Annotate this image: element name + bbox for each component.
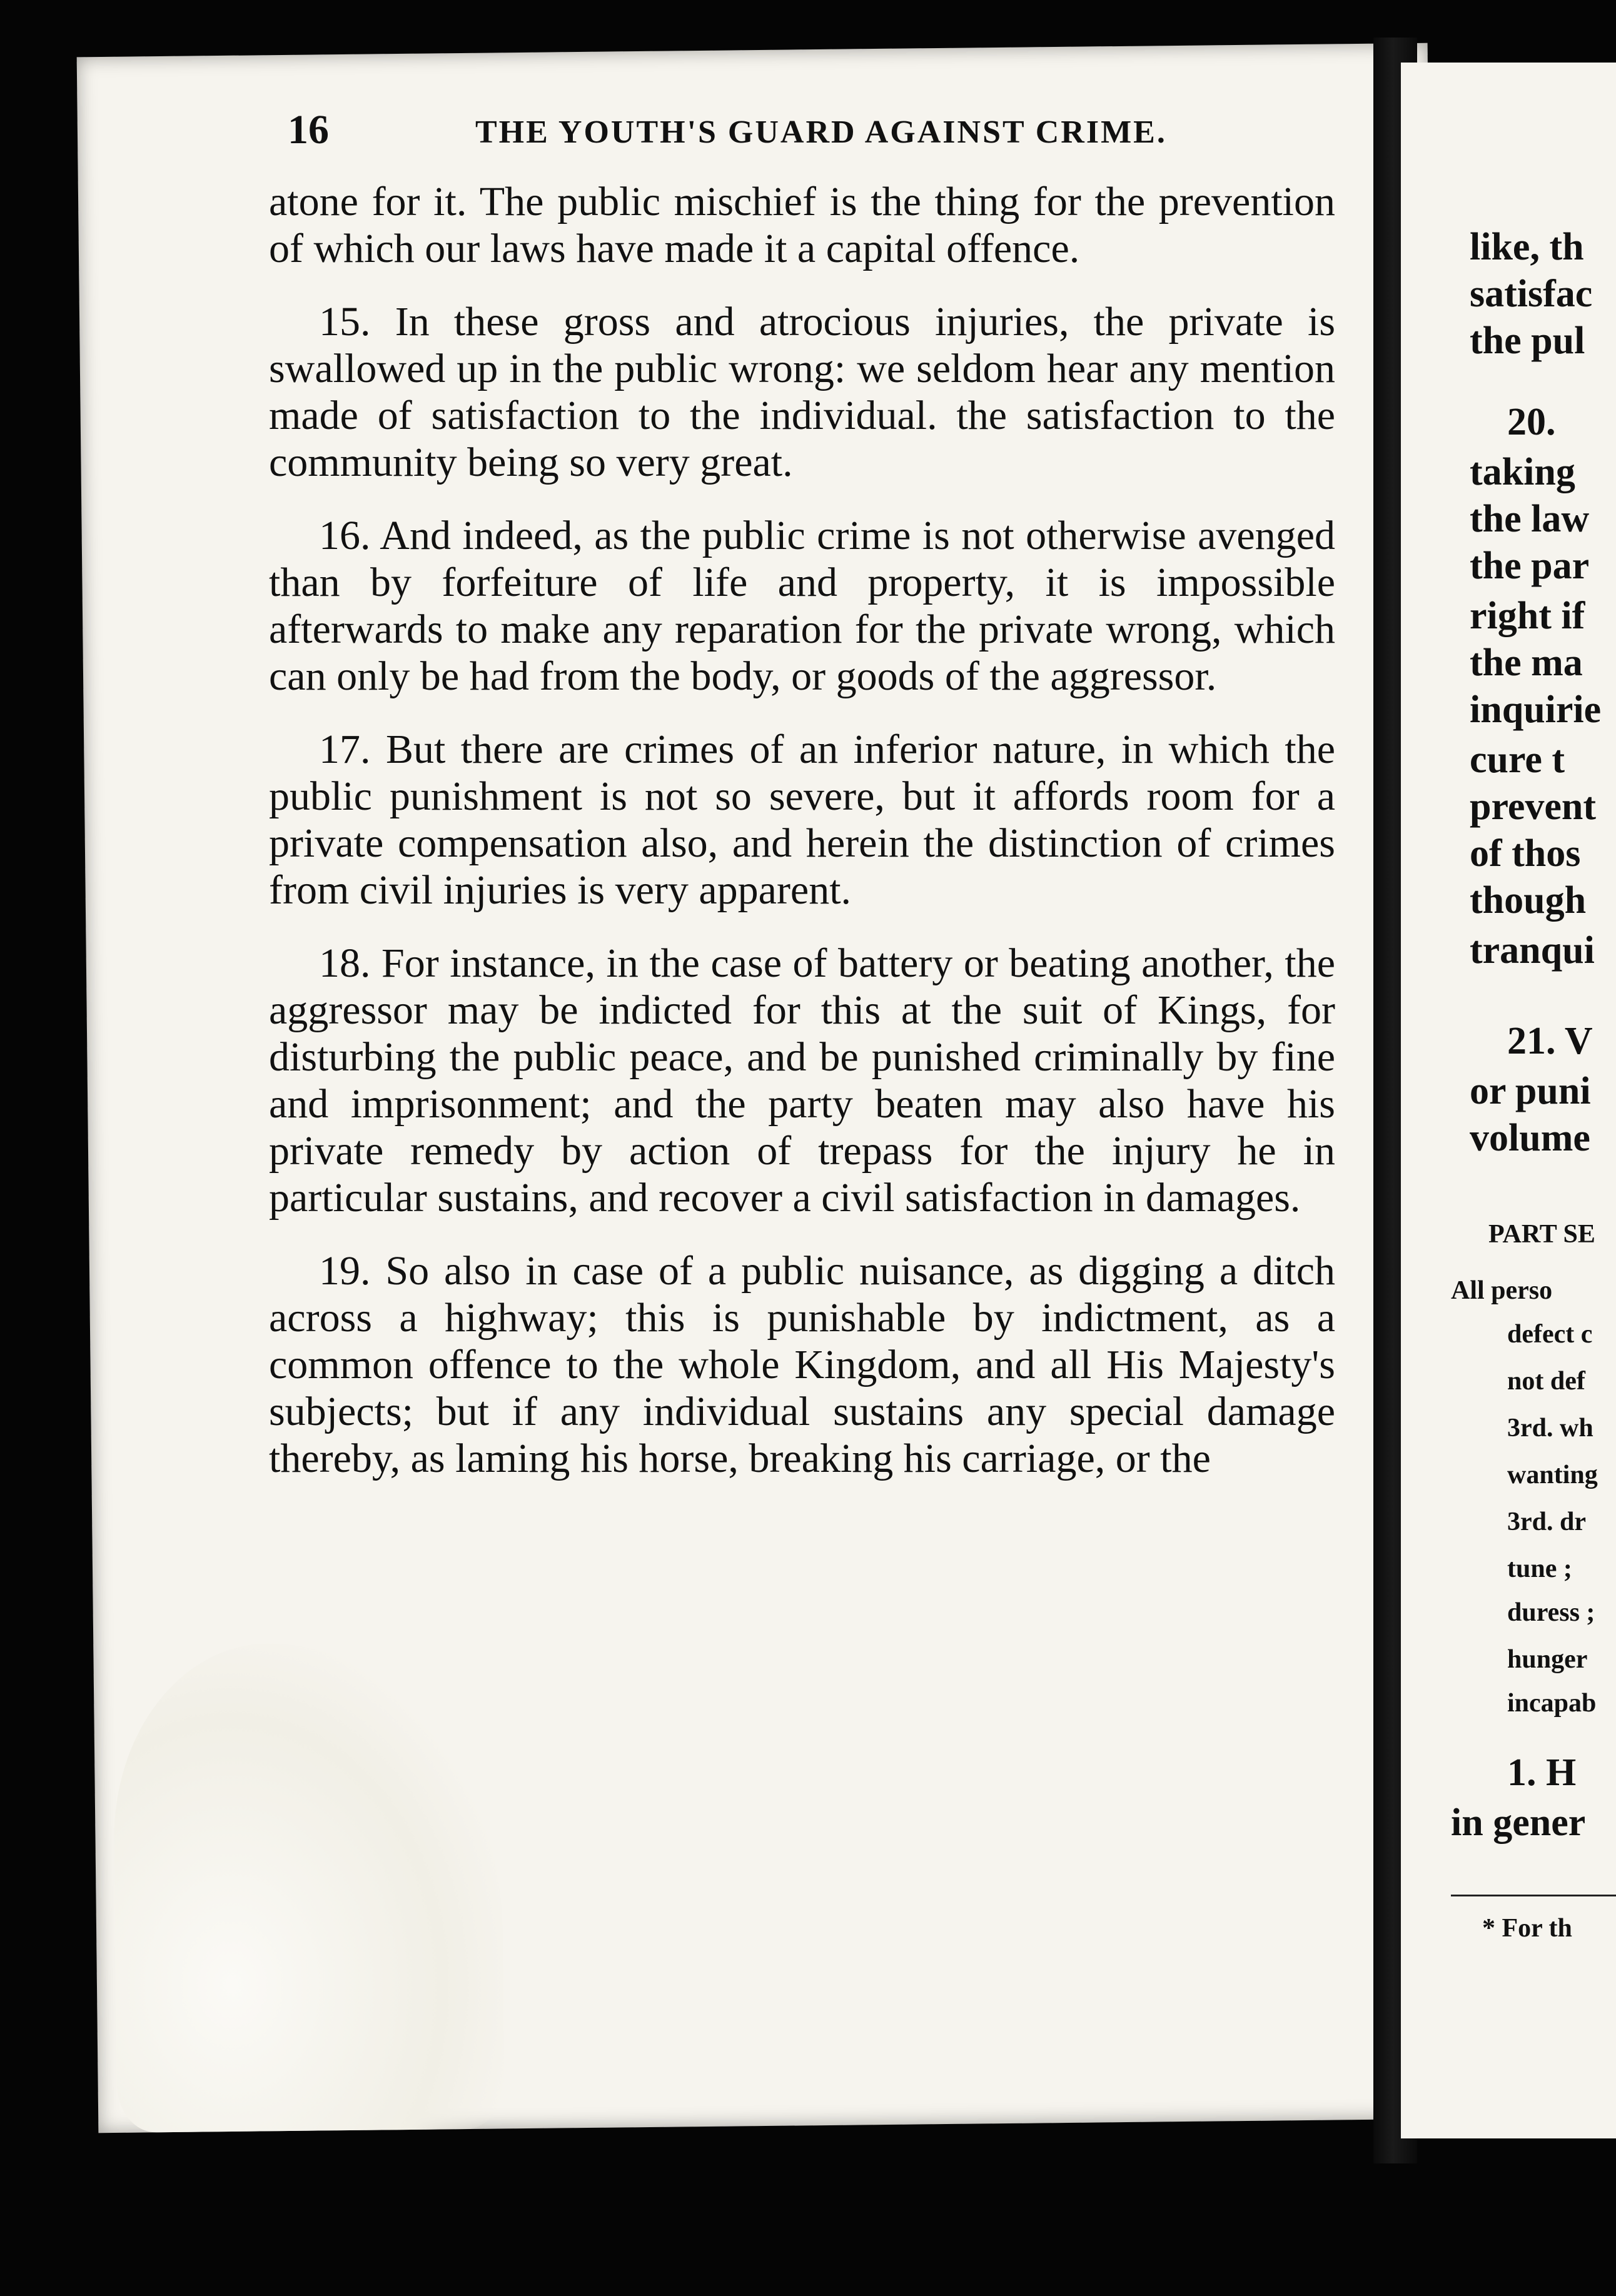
right-line: duress ; [1507,1598,1595,1627]
right-line: prevent [1470,785,1597,828]
right-line: wanting [1507,1461,1598,1489]
paragraph-16: 16. And indeed, as the public crime is not otherwise avenged than by forfeiture of life and property, it is impossible afterwards to make any reparation for the private wrong, which can only be had from the body, or goods of the aggressor. [269,513,1335,699]
right-line: in gener [1451,1801,1586,1844]
right-line: volume [1470,1117,1590,1159]
right-line: 1. H [1507,1751,1577,1794]
paragraph-18: 18. For instance, in the case of battery or beating another, the aggressor may be indicted for this at the suit of Kings, for disturbing the public peace, and be punished criminally by fine and imprisonment; and the party beaten may also have his private remedy by action of trepass for the injury he in particular sustains, and recover a civil satisfaction in damages. [269,940,1335,1221]
running-title: THE YOUTH'S GUARD AGAINST CRIME. [475,114,1167,150]
right-line: inquirie [1470,688,1602,731]
paragraph-15: 15. In these gross and atrocious injuries, the private is swallowed up in the public wrong: we seldom hear any mention made of satisfaction to the individual. the satisfaction to the community being so very great. [269,299,1335,485]
running-head [288,106,1288,163]
left-page-body [269,178,1335,1508]
page-number: 16 [288,107,329,153]
paper-stain [112,1641,505,2132]
right-line: All perso [1451,1276,1553,1305]
right-line: 20. [1507,401,1556,443]
right-line: cure t [1470,738,1565,781]
right-line: PART SE [1488,1220,1595,1249]
right-line: 3rd. wh [1507,1414,1593,1443]
right-line: or puni [1470,1070,1591,1112]
right-line: tranqui [1470,929,1595,972]
footnote-rule [1451,1895,1616,1896]
right-line: not def [1507,1367,1585,1396]
right-line: taking [1470,451,1575,493]
footnote: * For th [1482,1914,1572,1943]
right-page-cropped [1401,63,1616,2138]
right-line: of thos [1470,832,1581,875]
right-line: the pul [1470,320,1585,362]
right-line: tune ; [1507,1554,1572,1583]
right-line: defect c [1507,1320,1593,1349]
right-line: the par [1470,545,1590,587]
paragraph-17: 17. But there are crimes of an inferior nature, in which the public punishment is not so severe, but it affords room for a private compensation also, and herein the distinction of crimes from civil injuries is very apparent. [269,727,1335,913]
paragraph-19: 19. So also in case of a public nuisance, as digging a ditch across a highway; this is punishable by indictment, as a common offence to the whole Kingdom, and all His Majesty's subjects; but if any individual sustains any special damage thereby, as laming his horse, breaking his carriage, or the [269,1248,1335,1481]
right-line: though [1470,879,1587,922]
right-line: the law [1470,498,1590,540]
right-line: 3rd. dr [1507,1508,1586,1536]
right-line: hunger [1507,1645,1588,1674]
right-line: right if [1470,595,1585,637]
right-line: 21. V [1507,1020,1593,1062]
right-line: like, th [1470,226,1584,268]
paragraph-continued: atone for it. The public mischief is the thing for the prevention of which our laws have made it a capital offence. [269,179,1335,271]
right-line: incapab [1507,1689,1597,1718]
right-line: satisfac [1470,273,1593,315]
right-line: the ma [1470,642,1583,684]
